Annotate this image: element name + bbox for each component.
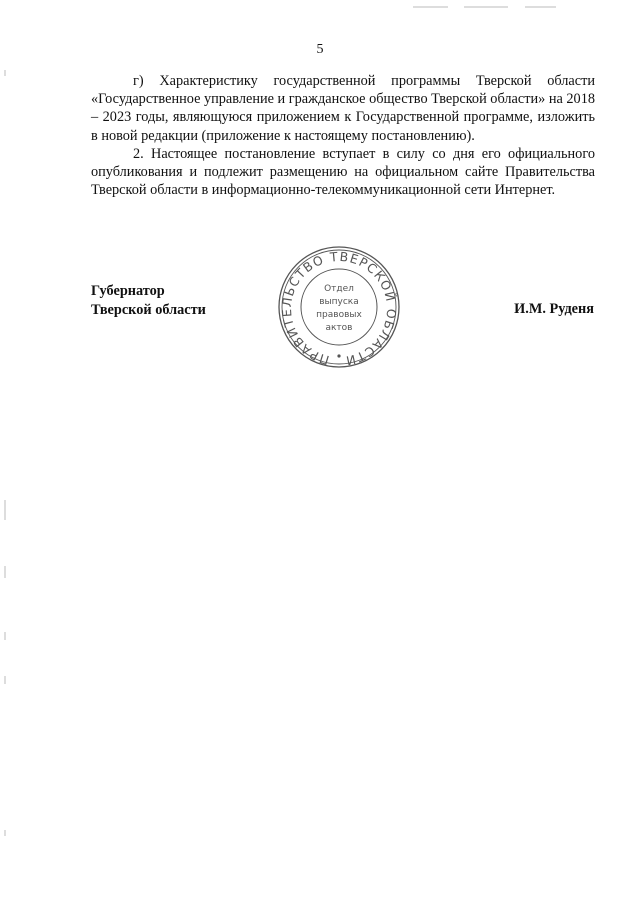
stamp-dot-icon [337, 354, 340, 357]
stamp-ring-text: ПРАВИТЕЛЬСТВО ТВЕРСКОЙ ОБЛАСТИ [278, 248, 400, 369]
signatory-name: И.М. Руденя [514, 301, 594, 317]
document-body [91, 72, 595, 199]
signatory-position-line2: Тверской области [91, 301, 206, 318]
stamp-center-line2: выпуска [319, 297, 359, 307]
stamp-seal-icon [274, 244, 404, 370]
paragraph-characteristic: г) Характеристику государственной программы Тверской области «Государственное управление и гражданское общество Тверской области» на 2018 – 2023 годы, являющуюся приложением к Государственной программе, изложить в новой редакции (приложение к настоящему постановлению). [91, 73, 595, 144]
signatory-position [91, 282, 206, 319]
stamp-center-line1: Отдел [324, 284, 354, 294]
stamp-center-line4: актов [325, 323, 353, 333]
svg-text:ПРАВИТЕЛЬСТВО ТВЕРСКОЙ ОБЛАСТИ [279, 249, 399, 369]
signatory-position-line1: Губернатор [91, 283, 165, 299]
paragraph-entry-into-force: 2. Настоящее постановление вступает в силу со дня его официального опубликования и подлежит размещению на официальном сайте Правительства Тверской области в информационно-телекоммуникационной сети Интернет. [91, 145, 595, 199]
page-number: 5 [316, 42, 324, 57]
official-stamp [274, 244, 404, 370]
stamp-center-line3: правовых [316, 310, 362, 320]
